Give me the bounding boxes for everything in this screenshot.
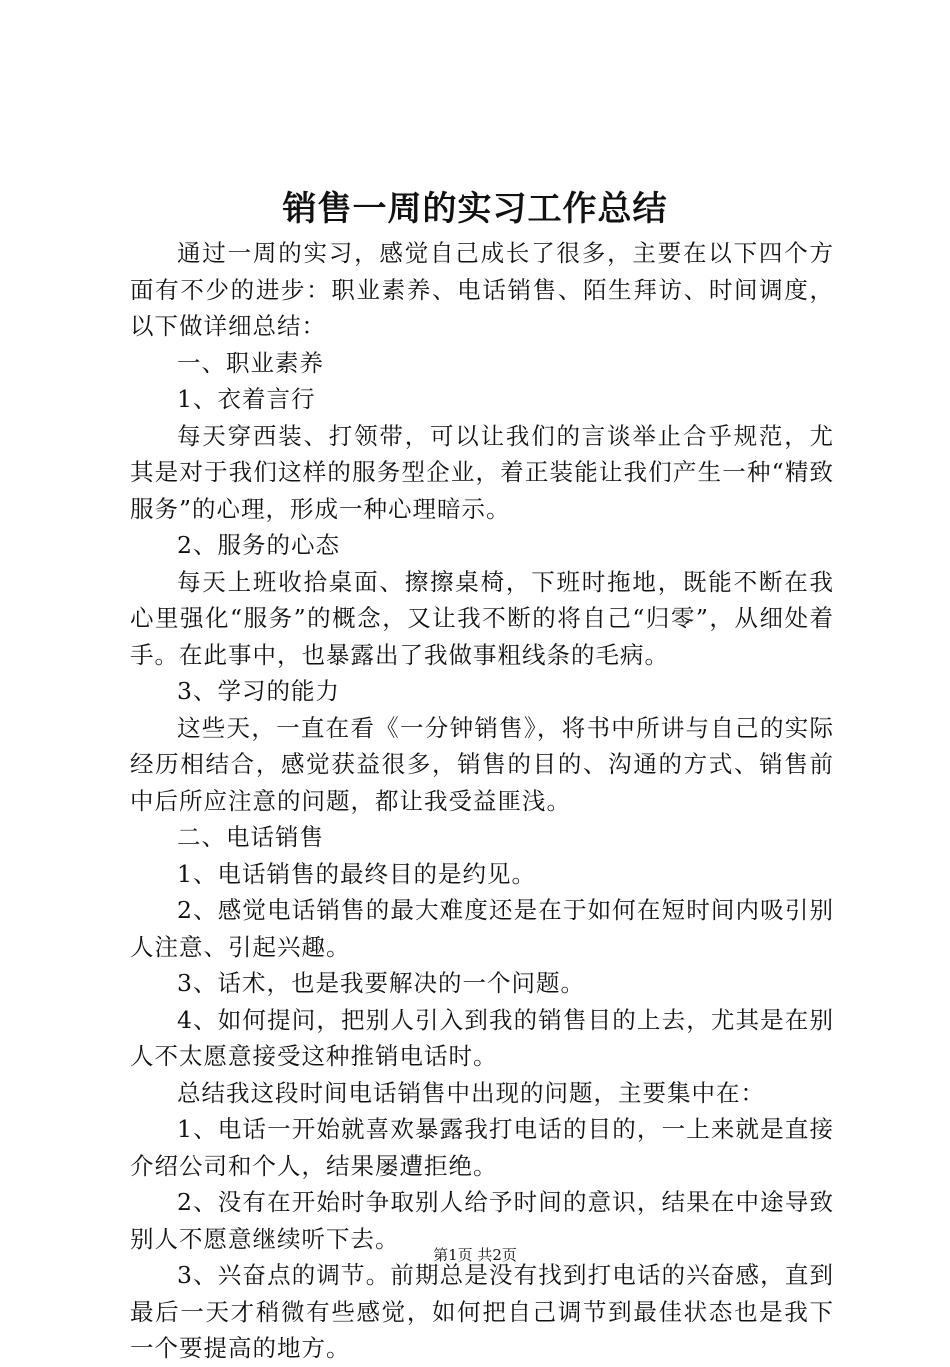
page-number-footer: 第1页 共2页 [433,1246,517,1264]
list-item: 3、兴奋点的调节。前期总是没有找到打电话的兴奋感，直到最后一天才稍微有些感觉，如何把自己调节到最佳状态也是我下一个要提高的地方。 [130,1261,834,1362]
list-item: 2、没有在开始时争取别人给予时间的意识，结果在中途导致别人不愿意继续听下去。 [130,1188,834,1253]
paragraph: 每天上班收拾桌面、擦擦桌椅，下班时拖地，既能不断在我心里强化“服务”的概念，又让我不断的将自己“归零”，从细处着手。在此事中，也暴露出了我做事粗线条的毛病。 [130,567,834,669]
section-heading: 二、电话销售 [177,823,324,851]
list-item: 1、电话一开始就喜欢暴露我打电话的目的，一上来就是直接介绍公司和个人，结果屡遭拒绝。 [130,1115,834,1180]
subsection-heading: 2、服务的心态 [177,531,340,559]
section-heading: 一、职业素养 [177,348,324,377]
paragraph: 这些天，一直在看《一分钟销售》，将书中所讲与自己的实际经历相结合，感觉获益很多，销售的目的、沟通的方式、销售前中后所应注意的问题，都让我受益匪浅。 [130,713,834,815]
document-title: 销售一周的实习工作总结 [282,189,668,229]
paragraph: 通过一周的实习，感觉自己成长了很多，主要在以下四个方面有不少的进步：职业素养、电话销售、陌生拜访、时间调度，以下做详细总结： [130,239,834,340]
paragraph: 每天穿西装、打领带，可以让我们的言谈举止合乎规范，尤其是对于我们这样的服务型企业，着正装能让我们产生一种“精致服务”的心理，形成一种心理暗示。 [130,421,834,523]
subsection-heading: 1、衣着言行 [177,385,316,413]
list-item: 1、电话销售的最终目的是约见。 [177,859,536,888]
list-item: 3、话术，也是我要解决的一个问题。 [177,969,585,997]
paragraph: 总结我这段时间电话销售中出现的问题，主要集中在： [177,1078,765,1107]
list-item: 4、如何提问，把别人引入到我的销售目的上去，尤其是在别人不太愿意接受这种推销电话时。 [130,1005,834,1070]
document-body [130,235,834,1367]
subsection-heading: 3、学习的能力 [177,677,340,705]
list-item: 2、感觉电话销售的最大难度还是在于如何在短时间内吸引别人注意、引起兴趣。 [130,896,834,961]
